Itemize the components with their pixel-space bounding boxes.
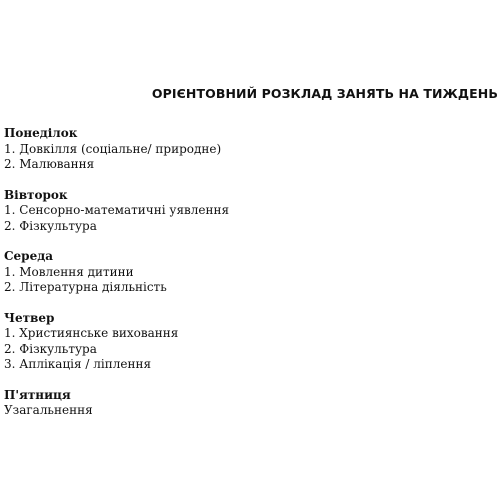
lesson-item: 2. Малювання: [4, 157, 95, 171]
lesson-item: 2. Фізкультура: [4, 341, 97, 356]
lesson-item: 1. Сенсорно-математичні уявлення: [4, 203, 230, 217]
lesson-item: 1. Християнське виховання: [4, 326, 179, 340]
day-heading: Середа: [4, 249, 53, 263]
day-monday: [4, 126, 229, 173]
lesson-item: 1. Довкілля (соціальне/ природне): [4, 141, 222, 156]
day-heading: П'ятниця: [4, 387, 71, 402]
day-heading: Понеділок: [4, 126, 78, 140]
day-heading: Четвер: [4, 310, 55, 325]
weekly-schedule: [4, 126, 229, 434]
day-tuesday: [4, 188, 229, 235]
lesson-item: Узагальнення: [4, 403, 93, 417]
lesson-item: 2. Літературна діяльність: [4, 280, 167, 294]
day-thursday: [4, 311, 229, 373]
day-wednesday: [4, 249, 229, 296]
lesson-item: 3. Аплікація / ліплення: [4, 357, 152, 371]
lesson-item: 2. Фізкультура: [4, 218, 97, 233]
lesson-item: 1. Мовлення дитини: [4, 264, 134, 279]
page-title: ОРІЄНТОВНИЙ РОЗКЛАД ЗАНЯТЬ НА ТИЖДЕНЬ: [151, 86, 498, 101]
day-heading: Вівторок: [4, 187, 68, 202]
day-friday: [4, 388, 229, 419]
